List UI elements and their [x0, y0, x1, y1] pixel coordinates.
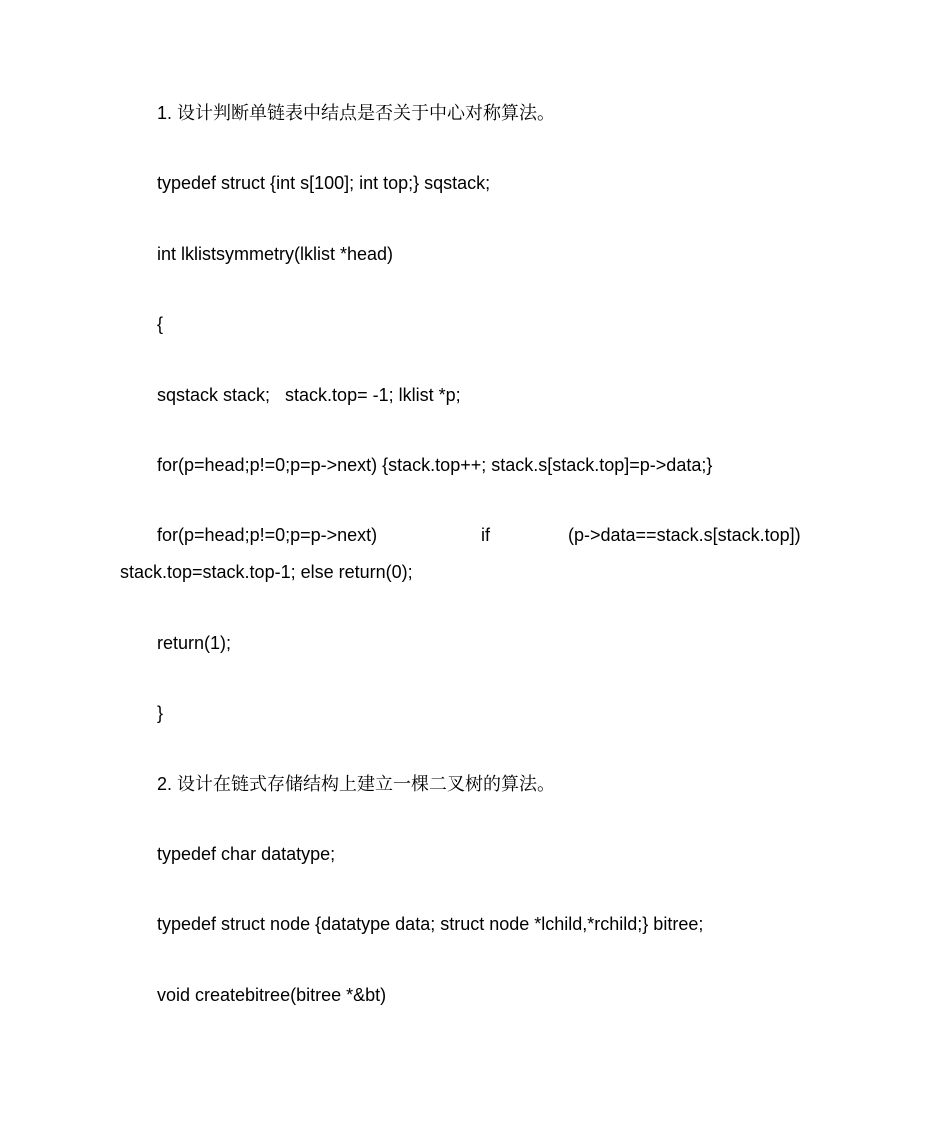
code-line-typedef-sqstack: typedef struct {int s[100]; int top;} sqstack; [157, 173, 491, 193]
code-line-close-brace: } [157, 703, 164, 723]
code-line-typedef-bitree: typedef struct node {datatype data; struct node *lchild,*rchild;} bitree; [157, 914, 704, 934]
compare-loop-header: for(p=head;p!=0;p=p->next) [157, 525, 378, 545]
compare-loop-if: if [481, 525, 490, 545]
heading-question-1: 1. 设计判断单链表中结点是否关于中心对称算法。 [157, 103, 556, 123]
code-line-typedef-datatype: typedef char datatype; [157, 844, 336, 864]
code-line-return: return(1); [157, 633, 232, 653]
compare-loop-condition: (p->data==stack.s[stack.top]) [568, 525, 801, 545]
code-line-createbitree: void createbitree(bitree *&bt) [157, 985, 387, 1005]
code-line-open-brace: { [157, 314, 164, 334]
code-line-push-loop: for(p=head;p!=0;p=p->next) {stack.top++; stack.s[stack.top]=p->data;} [157, 455, 713, 475]
heading-question-2: 2. 设计在链式存储结构上建立一棵二叉树的算法。 [157, 774, 556, 794]
code-line-function-signature: int lklistsymmetry(lklist *head) [157, 244, 394, 264]
code-line-compare-continuation: stack.top=stack.top-1; else return(0); [120, 562, 413, 582]
code-line-declarations: sqstack stack; stack.top= -1; lklist *p; [157, 385, 461, 405]
